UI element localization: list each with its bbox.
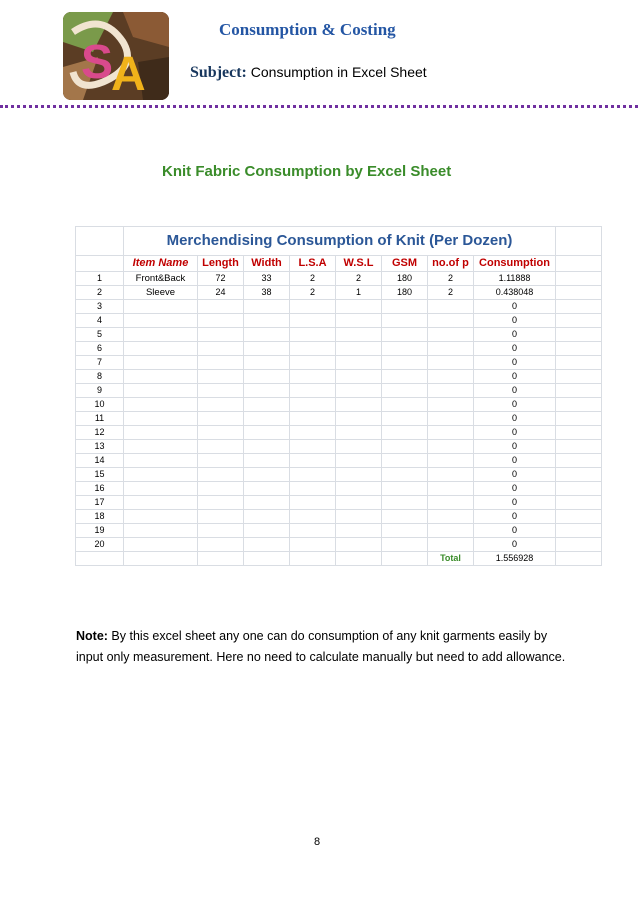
note-label: Note: [76, 629, 108, 643]
cell-row-number: 5 [76, 328, 124, 342]
cell-length: 72 [198, 272, 244, 286]
table-row [76, 342, 602, 356]
blank-cell [556, 300, 602, 314]
blank-cell [556, 468, 602, 482]
cell-item-name [124, 538, 198, 552]
blank-cell [556, 454, 602, 468]
blank-cell [556, 314, 602, 328]
cell-length [198, 412, 244, 426]
cell-length [198, 300, 244, 314]
cell-gsm [382, 426, 428, 440]
cell-item-name [124, 454, 198, 468]
cell-row-number: 3 [76, 300, 124, 314]
cell-consumption: 0 [474, 328, 556, 342]
blank-cell [556, 356, 602, 370]
cell-wsl [336, 342, 382, 356]
cell-wsl [336, 496, 382, 510]
table-row [76, 286, 602, 300]
table-row [76, 454, 602, 468]
cell-consumption: 0 [474, 510, 556, 524]
cell-lsa [290, 454, 336, 468]
cell-item-name [124, 426, 198, 440]
cell-no-of-p [428, 384, 474, 398]
consumption-sheet [75, 226, 602, 566]
cell-wsl [336, 300, 382, 314]
cell-length [198, 426, 244, 440]
total-label: Total [428, 552, 474, 566]
cell-row-number: 10 [76, 398, 124, 412]
blank-cell [382, 552, 428, 566]
cell-width [244, 454, 290, 468]
sheet-header-row [76, 256, 602, 272]
cell-wsl [336, 510, 382, 524]
cell-consumption: 0 [474, 468, 556, 482]
cell-no-of-p [428, 454, 474, 468]
cell-row-number: 16 [76, 482, 124, 496]
blank-cell [556, 227, 602, 256]
blank-cell [198, 552, 244, 566]
page-number: 8 [314, 836, 321, 848]
cell-no-of-p [428, 328, 474, 342]
cell-width [244, 426, 290, 440]
header-length: Length [198, 256, 244, 272]
cell-item-name [124, 440, 198, 454]
cell-consumption: 0 [474, 524, 556, 538]
cell-no-of-p [428, 524, 474, 538]
blank-cell [556, 342, 602, 356]
table-row [76, 398, 602, 412]
cell-consumption: 0 [474, 496, 556, 510]
cell-gsm [382, 314, 428, 328]
cell-gsm [382, 454, 428, 468]
sheet-title: Merchendising Consumption of Knit (Per Dozen) [124, 227, 556, 256]
blank-cell [290, 552, 336, 566]
table-row [76, 426, 602, 440]
table-row [76, 468, 602, 482]
cell-item-name [124, 398, 198, 412]
cell-no-of-p [428, 510, 474, 524]
cell-row-number: 4 [76, 314, 124, 328]
cell-length [198, 524, 244, 538]
svg-text:A: A [111, 48, 146, 100]
blank-cell [124, 552, 198, 566]
cell-wsl [336, 482, 382, 496]
cell-consumption: 0 [474, 342, 556, 356]
cell-lsa [290, 482, 336, 496]
cell-row-number: 17 [76, 496, 124, 510]
cell-item-name [124, 384, 198, 398]
cell-wsl [336, 454, 382, 468]
cell-item-name [124, 356, 198, 370]
cell-gsm [382, 468, 428, 482]
cell-row-number: 8 [76, 370, 124, 384]
cell-no-of-p: 2 [428, 272, 474, 286]
table-row [76, 272, 602, 286]
cell-wsl [336, 370, 382, 384]
cell-wsl [336, 524, 382, 538]
cell-gsm [382, 496, 428, 510]
cell-gsm [382, 370, 428, 384]
header-lsa: L.S.A [290, 256, 336, 272]
cell-width [244, 300, 290, 314]
cell-lsa: 2 [290, 286, 336, 300]
cell-no-of-p [428, 370, 474, 384]
cell-length [198, 454, 244, 468]
blank-cell [244, 552, 290, 566]
cell-width [244, 398, 290, 412]
cell-length [198, 342, 244, 356]
blank-cell [556, 426, 602, 440]
cell-length [198, 356, 244, 370]
blank-cell [556, 384, 602, 398]
blank-cell [556, 398, 602, 412]
header-width: Width [244, 256, 290, 272]
blank-cell [556, 552, 602, 566]
cell-wsl [336, 440, 382, 454]
blank-cell [556, 370, 602, 384]
blank-cell [76, 256, 124, 272]
cell-row-number: 15 [76, 468, 124, 482]
cell-row-number: 7 [76, 356, 124, 370]
cell-row-number: 2 [76, 286, 124, 300]
cell-wsl [336, 314, 382, 328]
header-wsl: W.S.L [336, 256, 382, 272]
cell-row-number: 13 [76, 440, 124, 454]
cell-length [198, 496, 244, 510]
cell-item-name [124, 342, 198, 356]
cell-no-of-p [428, 342, 474, 356]
cell-lsa [290, 496, 336, 510]
cell-lsa [290, 370, 336, 384]
cell-consumption: 0 [474, 440, 556, 454]
table-row [76, 496, 602, 510]
cell-item-name [124, 370, 198, 384]
svg-text:S: S [81, 36, 114, 89]
cell-width [244, 510, 290, 524]
cell-gsm: 180 [382, 286, 428, 300]
blank-cell [76, 227, 124, 256]
cell-row-number: 18 [76, 510, 124, 524]
header-gsm: GSM [382, 256, 428, 272]
sheet-title-row [76, 227, 602, 256]
cell-consumption: 0 [474, 384, 556, 398]
cell-wsl [336, 538, 382, 552]
cell-wsl [336, 398, 382, 412]
cell-no-of-p [428, 300, 474, 314]
cell-consumption: 1.11888 [474, 272, 556, 286]
table-row [76, 440, 602, 454]
cell-lsa [290, 440, 336, 454]
cell-item-name [124, 314, 198, 328]
blank-cell [556, 496, 602, 510]
cell-length [198, 328, 244, 342]
cell-item-name [124, 412, 198, 426]
cell-gsm [382, 538, 428, 552]
cell-consumption: 0 [474, 538, 556, 552]
cell-lsa [290, 398, 336, 412]
subject-line [190, 64, 427, 82]
sa-logo-icon [63, 12, 169, 100]
cell-row-number: 20 [76, 538, 124, 552]
cell-lsa [290, 300, 336, 314]
cell-no-of-p [428, 468, 474, 482]
cell-width [244, 468, 290, 482]
cell-length [198, 440, 244, 454]
cell-row-number: 6 [76, 342, 124, 356]
cell-item-name: Sleeve [124, 286, 198, 300]
cell-width [244, 342, 290, 356]
cell-consumption: 0 [474, 454, 556, 468]
cell-width [244, 538, 290, 552]
cell-length [198, 314, 244, 328]
table-row [76, 314, 602, 328]
table-row [76, 384, 602, 398]
cell-width [244, 356, 290, 370]
cell-no-of-p: 2 [428, 286, 474, 300]
cell-no-of-p [428, 538, 474, 552]
cell-gsm [382, 524, 428, 538]
cell-item-name: Front&Back [124, 272, 198, 286]
blank-cell [556, 256, 602, 272]
cell-no-of-p [428, 356, 474, 370]
cell-consumption: 0.438048 [474, 286, 556, 300]
table-row [76, 300, 602, 314]
cell-no-of-p [428, 398, 474, 412]
cell-wsl [336, 356, 382, 370]
cell-row-number: 1 [76, 272, 124, 286]
cell-no-of-p [428, 496, 474, 510]
blank-cell [556, 328, 602, 342]
cell-width [244, 328, 290, 342]
cell-consumption: 0 [474, 482, 556, 496]
blank-cell [556, 440, 602, 454]
header-consumption: Consumption [474, 256, 556, 272]
cell-no-of-p [428, 412, 474, 426]
blank-cell [556, 524, 602, 538]
header-item-name: Item Name [124, 256, 198, 272]
blank-cell [556, 412, 602, 426]
cell-length [198, 384, 244, 398]
cell-wsl [336, 328, 382, 342]
cell-item-name [124, 468, 198, 482]
cell-item-name [124, 496, 198, 510]
cell-width [244, 384, 290, 398]
cell-consumption: 0 [474, 426, 556, 440]
cell-gsm [382, 398, 428, 412]
cell-consumption: 0 [474, 300, 556, 314]
cell-gsm [382, 412, 428, 426]
cell-lsa [290, 314, 336, 328]
header-no-of-p: no.of p [428, 256, 474, 272]
cell-length [198, 510, 244, 524]
table-row [76, 370, 602, 384]
cell-item-name [124, 328, 198, 342]
cell-no-of-p [428, 314, 474, 328]
blank-cell [556, 286, 602, 300]
blank-cell [336, 552, 382, 566]
table-row [76, 510, 602, 524]
cell-wsl [336, 426, 382, 440]
table-row [76, 356, 602, 370]
cell-length: 24 [198, 286, 244, 300]
cell-width [244, 482, 290, 496]
cell-no-of-p [428, 440, 474, 454]
cell-gsm [382, 342, 428, 356]
cell-length [198, 398, 244, 412]
cell-lsa: 2 [290, 272, 336, 286]
cell-length [198, 468, 244, 482]
cell-width [244, 412, 290, 426]
cell-no-of-p [428, 482, 474, 496]
cell-width: 33 [244, 272, 290, 286]
blank-cell [76, 552, 124, 566]
blank-cell [556, 272, 602, 286]
table-row [76, 524, 602, 538]
cell-lsa [290, 538, 336, 552]
cell-lsa [290, 468, 336, 482]
total-value: 1.556928 [474, 552, 556, 566]
note-paragraph [76, 626, 566, 668]
cell-width [244, 370, 290, 384]
cell-length [198, 482, 244, 496]
cell-width [244, 314, 290, 328]
cell-width [244, 524, 290, 538]
cell-width: 38 [244, 286, 290, 300]
cell-gsm [382, 440, 428, 454]
cell-lsa [290, 356, 336, 370]
cell-no-of-p [428, 426, 474, 440]
cell-lsa [290, 328, 336, 342]
cell-item-name [124, 524, 198, 538]
cell-consumption: 0 [474, 356, 556, 370]
section-title: Knit Fabric Consumption by Excel Sheet [162, 163, 452, 180]
cell-wsl: 2 [336, 272, 382, 286]
cell-wsl [336, 384, 382, 398]
subject-text: Consumption in Excel Sheet [246, 64, 427, 80]
cell-gsm [382, 356, 428, 370]
cell-lsa [290, 426, 336, 440]
cell-gsm [382, 510, 428, 524]
cell-item-name [124, 482, 198, 496]
blank-cell [556, 538, 602, 552]
table-row [76, 538, 602, 552]
cell-lsa [290, 384, 336, 398]
cell-gsm [382, 328, 428, 342]
note-text: By this excel sheet any one can do consumption of any knit garments easily by input only measurement. Here no need to calculate manually but need to add allowance. [76, 629, 566, 664]
cell-consumption: 0 [474, 314, 556, 328]
cell-width [244, 496, 290, 510]
cell-consumption: 0 [474, 398, 556, 412]
cell-lsa [290, 342, 336, 356]
cell-width [244, 440, 290, 454]
cell-gsm [382, 300, 428, 314]
cell-row-number: 14 [76, 454, 124, 468]
cell-gsm: 180 [382, 272, 428, 286]
cell-gsm [382, 482, 428, 496]
cell-wsl [336, 468, 382, 482]
cell-length [198, 538, 244, 552]
cell-row-number: 11 [76, 412, 124, 426]
cell-consumption: 0 [474, 370, 556, 384]
cell-item-name [124, 510, 198, 524]
table-row [76, 412, 602, 426]
subject-label: Subject: [190, 64, 247, 81]
cell-gsm [382, 384, 428, 398]
cell-wsl: 1 [336, 286, 382, 300]
cell-lsa [290, 524, 336, 538]
header-title: Consumption & Costing [219, 20, 396, 39]
cell-row-number: 12 [76, 426, 124, 440]
cell-item-name [124, 300, 198, 314]
cell-consumption: 0 [474, 412, 556, 426]
total-row [76, 552, 602, 566]
cell-lsa [290, 412, 336, 426]
cell-row-number: 19 [76, 524, 124, 538]
cell-row-number: 9 [76, 384, 124, 398]
cell-lsa [290, 510, 336, 524]
cell-wsl [336, 412, 382, 426]
cell-length [198, 370, 244, 384]
table-row [76, 328, 602, 342]
blank-cell [556, 482, 602, 496]
blank-cell [556, 510, 602, 524]
header-divider [0, 105, 638, 108]
table-row [76, 482, 602, 496]
